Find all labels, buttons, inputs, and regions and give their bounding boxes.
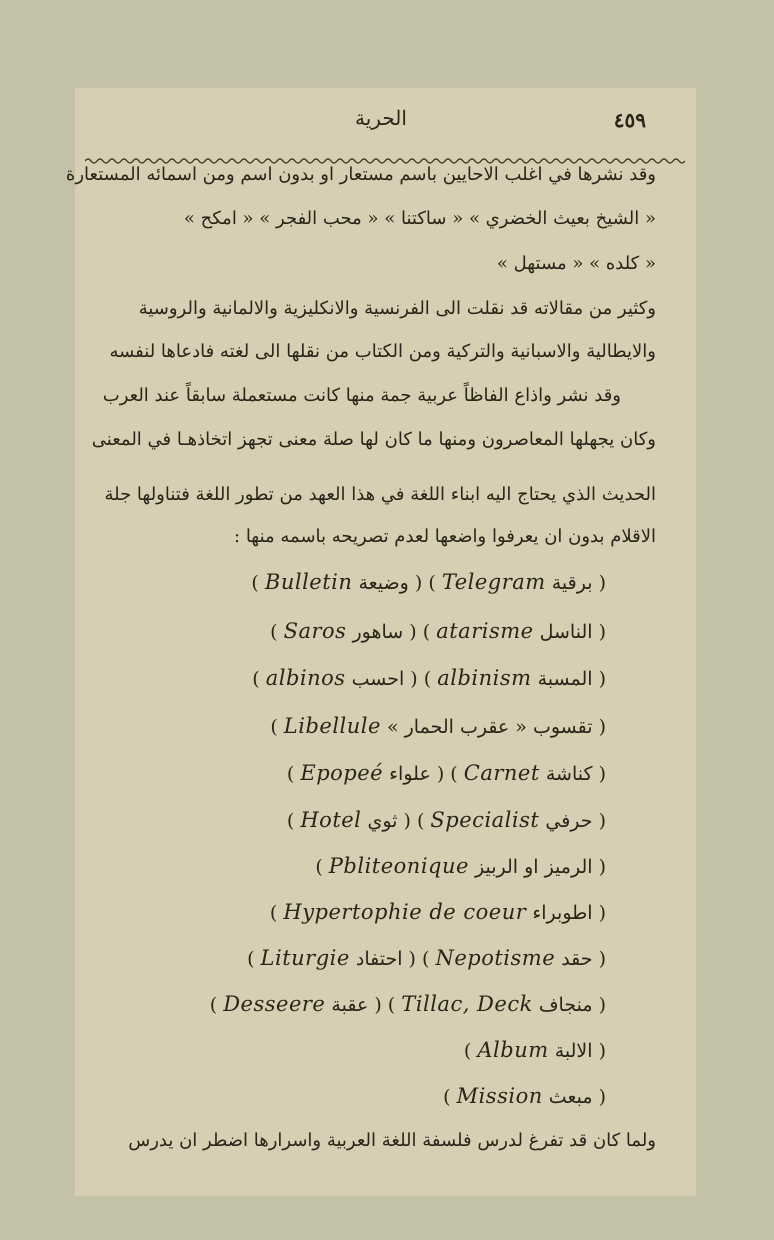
running-title: الحرية: [355, 106, 407, 130]
vocab-arabic: عقبة: [331, 994, 369, 1016]
body-line: والايطالية والاسبانية والتركية ومن الكتاب من نقلها الى لغته فادعاها لنفسه: [109, 341, 656, 362]
body-line: الحديث الذي يحتاج اليه ابناء اللغة في هذا العهد من تطور اللغة فتناولها جلة: [104, 484, 656, 505]
vocab-latin: Hypertophie de coeur: [283, 900, 527, 924]
vocab-latin: Album: [477, 1038, 549, 1062]
vocab-entry: ( كناشة Carnet ) ( علواء Epopeé ): [286, 761, 606, 785]
vocab-arabic: حقد: [561, 948, 593, 970]
vocab-latin: Libellule: [283, 714, 381, 738]
vocab-entry: ( اطوبراء Hypertophie de coeur ): [269, 900, 606, 924]
closing-line: ولما كان قد تفرغ لدرس فلسفة اللغة العربية واسرارها اضطر ان يدرس: [128, 1130, 656, 1151]
vocab-entry: ( مبعث Mission ): [443, 1084, 606, 1108]
vocab-latin: Telegram: [441, 570, 546, 594]
vocab-arabic: علواء: [389, 763, 431, 785]
vocab-arabic: مبعث: [548, 1086, 593, 1108]
vocab-arabic: احسب: [351, 668, 405, 690]
vocab-arabic: المسبة: [537, 668, 593, 690]
body-line: وكان يجهلها المعاصرون ومنها ما كان لها صلة معنى تجهز اتخاذهـا في المعنى: [91, 429, 656, 450]
vocab-entry: ( الناسل atarisme ) ( ساهور Saros ): [270, 619, 606, 643]
vocab-latin: atarisme: [436, 619, 534, 643]
page-header: [75, 106, 696, 146]
vocab-latin: Desseere: [223, 992, 326, 1016]
vocab-arabic: تقسوب « عقرب الحمار »: [386, 716, 593, 738]
vocab-latin: Pbliteonique: [328, 854, 469, 878]
vocab-arabic: احتفاد: [355, 948, 403, 970]
page-number: ٤٥٩: [613, 108, 646, 132]
vocab-entry: ( حرفي Specialist ) ( ثوي Hotel ): [286, 808, 606, 832]
vocab-arabic: وضيعة: [358, 572, 409, 594]
vocab-entry: ( حقد Nepotisme ) ( احتفاد Liturgie ): [247, 946, 606, 970]
vocab-arabic: حرفي: [545, 810, 593, 832]
vocab-latin: Saros: [283, 619, 347, 643]
book-page: [65, 88, 696, 1196]
vocab-entry: ( الرميز او الربيز Pbliteonique ): [315, 854, 606, 878]
vocab-entry: ( الالبة Album ): [463, 1038, 606, 1062]
vocab-latin: Mission: [456, 1084, 543, 1108]
body-line: وقد نشر واذاع الفاظاً عربية جمة منها كانت مستعملة سابقاً عند العرب: [102, 385, 621, 406]
vocab-latin: albinos: [265, 666, 346, 690]
vocab-entry: ( برقية Telegram ) ( وضيعة Bulletin ): [251, 570, 606, 594]
vocab-latin: Carnet: [463, 761, 540, 785]
vocab-latin: Bulletin: [264, 570, 353, 594]
body-line: وكثير من مقالاته قد نقلت الى الفرنسية والانكليزية والالمانية والروسية: [138, 298, 656, 319]
vocab-entry: ( منجاف Tillac, Deck ) ( عقبة Desseere ): [209, 992, 606, 1016]
vocab-arabic: كناشة: [545, 763, 593, 785]
vocab-arabic: ثوي: [367, 810, 398, 832]
vocab-latin: albinism: [437, 666, 532, 690]
vocab-latin: Nepotisme: [435, 946, 556, 970]
vocab-latin: Tillac, Deck: [401, 992, 533, 1016]
vocab-arabic: ساهور: [352, 621, 404, 643]
intro-line: وقد نشرها في اغلب الاحايين باسم مستعار او بدون اسم ومن اسمائه المستعارة: [65, 164, 656, 185]
vocab-entry: ( المسبة albinism ) ( احسب albinos ): [252, 666, 606, 690]
intro-line: « كلده » « مستهل »: [496, 253, 656, 274]
vocab-latin: Specialist: [430, 808, 540, 832]
vocab-latin: Hotel: [300, 808, 362, 832]
vocab-arabic: اطوبراء: [532, 902, 593, 924]
vocab-arabic: الرميز او الربيز: [474, 856, 593, 878]
intro-line: « الشيخ بعيث الخضري » « ساكتنا » « محب الفجر » « امكح »: [183, 208, 656, 229]
vocab-entry: ( تقسوب « عقرب الحمار » Libellule ): [270, 714, 606, 738]
vocab-arabic: برقية: [551, 572, 593, 594]
vocab-arabic: الناسل: [539, 621, 593, 643]
vocab-arabic: منجاف: [538, 994, 593, 1016]
body-line: الاقلام بدون ان يعرفوا واضعها لعدم تصريحه باسمه منها :: [234, 526, 656, 547]
vocab-latin: Epopeé: [300, 761, 384, 785]
vocab-latin: Liturgie: [260, 946, 350, 970]
vocab-arabic: الالبة: [554, 1040, 593, 1062]
